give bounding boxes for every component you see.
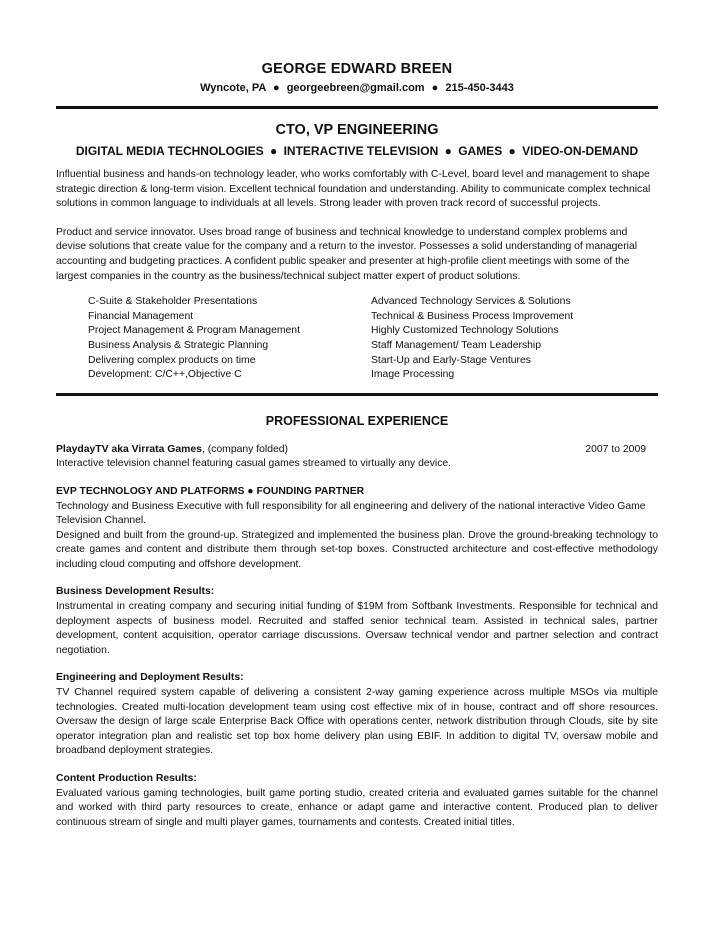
tag: INTERACTIVE TELEVISION (283, 144, 439, 158)
skill-item: Project Management & Program Management (88, 325, 300, 337)
bullet-separator: ● (444, 144, 452, 158)
company-description: Interactive television channel featuring casual games streamed to virtually any device. (56, 458, 452, 470)
skills-column-left (88, 295, 371, 383)
bullet-separator: ● (272, 82, 280, 94)
company-name: PlaydayTV aka Virrata Games (56, 443, 202, 455)
job-dates: 2007 to 2009 (585, 443, 646, 455)
results-business-development (56, 585, 658, 658)
bullet-separator: ● (269, 144, 278, 158)
email: georgeebreen@gmail.com (286, 82, 425, 94)
results-heading: Business Development Results: (56, 586, 215, 598)
skill-item: Development: C/C++,Objective C (88, 369, 242, 381)
results-heading: Content Production Results: (56, 773, 197, 784)
summary-paragraph: Influential business and hands-on technology leader, who works comfortably with C-Level, board level and management to shape strategic direction & long-term vision. Excellent technical foundation and understanding. Ability to communicate complex technical solutions in common language to individuals at all levels. Strong leader with proven track record of successful projects. (56, 169, 651, 210)
location: Wyncote, PA (200, 82, 266, 94)
skill-item: Staff Management/ Team Leadership (371, 339, 542, 351)
results-text: Instrumental in creating company and securing initial funding of $19M from Softbank Investments. Responsible for technical and deployment aspects of business model. Recruited and staffed senior technical team. Assisted in technical sales, partner development, content acquisition, operator carriage discussions. Oversaw technical vendor and partner selection and contract negotiation. (56, 601, 658, 656)
skill-item: Technical & Business Process Improvement (371, 310, 574, 322)
job-title-summary: Technology and Business Executive with full responsibility for all engineering and delivery of the national interactive Video Game Television Channel. (56, 500, 646, 527)
job-header (56, 443, 658, 458)
skill-item: Delivering complex products on time (88, 354, 256, 366)
summary-paragraph: Product and service innovator. Uses broad range of business and technical knowledge to understand complex problems and devise solutions that create value for the company and a return to the investor. Possesses a solid understanding of managerial accounting and budgeting practices. A confident public speaker and presenter at high-profile client meetings with some of the largest companies in the country as the business/technical subject matter expert of product solutions. (56, 226, 638, 282)
section-divider (56, 393, 658, 396)
job-company-line (56, 443, 288, 458)
job-title-block (56, 485, 658, 573)
bullet-separator: ● (431, 82, 439, 94)
skill-item: Financial Management (88, 310, 194, 322)
section-title-experience: PROFESSIONAL EXPERIENCE (265, 413, 449, 428)
resume-content (56, 56, 658, 830)
results-text: Evaluated various gaming technologies, built game porting studio, created criteria and evaluated games suitable for the channel and worked with third party resources to create, enhance or adapt game and interactive content. Produced plan to deliver continuous stream of single and multi player games, tournaments and contests. Created initial titles. (56, 787, 658, 828)
skill-item: Image Processing (371, 369, 455, 381)
bullet-separator: ● (508, 144, 516, 158)
header-divider (56, 106, 658, 109)
skills-list (56, 295, 658, 383)
skills-column-right (371, 295, 573, 383)
tag: DIGITAL MEDIA TECHNOLOGIES (75, 144, 264, 158)
tag: VIDEO-ON-DEMAND (522, 144, 639, 158)
results-text: TV Channel required system capable of delivering a consistent 2-way gaming experience across multiple MSOs via multiple technologies. Created multi-location development team using cost effective mix of in house, contract and off shore resources. Oversaw the design of large scale Enterprise Back Office with operations center, network distribution through Clouds, site by site operator integration plan and realistic set top box home delivery plan using EBIF. In addition to digital TV, oversaw mobile and broadband deployment strategies. (56, 687, 658, 757)
skill-item: Highly Customized Technology Solutions (371, 325, 559, 337)
job-title-details: Designed and built from the ground-up. Strategized and implemented the business plan. Drove the ground-breaking technology to create games and content and distribute them through set-top boxes. Constructed architecture and cost-effective methodology including cloud computing and offshore development. (56, 529, 658, 570)
skill-item: Advanced Technology Services & Solutions (371, 296, 571, 308)
tag: GAMES (458, 144, 503, 158)
phone: 215-450-3443 (445, 82, 514, 94)
results-content-production (56, 772, 658, 830)
headline-tags (56, 143, 658, 159)
results-heading: Engineering and Deployment Results: (56, 672, 244, 684)
job-title: EVP TECHNOLOGY AND PLATFORMS ● FOUNDING PARTNER (56, 485, 365, 497)
company-note: , (company folded) (201, 443, 289, 455)
candidate-name: GEORGE EDWARD BREEN (261, 61, 453, 77)
skill-item: Start-Up and Early-Stage Ventures (371, 354, 531, 366)
skill-item: Business Analysis & Strategic Planning (88, 339, 269, 351)
skill-item: C-Suite & Stakeholder Presentations (88, 296, 258, 308)
results-engineering-deployment (56, 671, 658, 759)
contact-line (56, 81, 658, 96)
headline-title: CTO, VP ENGINEERING (275, 122, 439, 138)
